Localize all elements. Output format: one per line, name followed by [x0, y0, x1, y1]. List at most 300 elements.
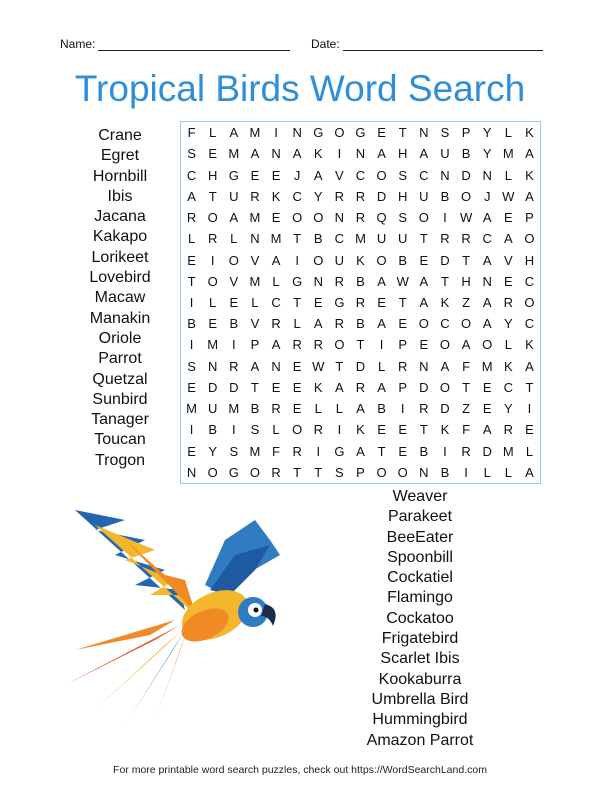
grid-letter[interactable]: O — [207, 273, 218, 289]
grid-letter[interactable]: R — [271, 316, 281, 332]
grid-letter[interactable]: C — [292, 188, 302, 204]
grid-letter[interactable]: A — [271, 252, 281, 268]
grid-letter[interactable]: U — [229, 188, 239, 204]
grid-letter[interactable]: R — [334, 316, 345, 332]
grid-letter[interactable]: D — [440, 401, 450, 417]
grid-letter[interactable]: L — [504, 337, 512, 353]
grid-letter[interactable]: U — [334, 252, 345, 268]
grid-letter[interactable]: N — [419, 464, 429, 480]
grid-letter[interactable]: T — [293, 294, 302, 310]
grid-letter[interactable]: A — [525, 188, 534, 204]
grid-letter[interactable]: K — [440, 422, 450, 438]
grid-letter[interactable]: B — [187, 316, 196, 332]
grid-letter[interactable]: K — [271, 188, 281, 204]
grid-letter[interactable]: H — [207, 167, 218, 183]
grid-letter[interactable]: C — [271, 294, 281, 310]
grid-letter[interactable]: E — [377, 125, 386, 141]
grid-letter[interactable]: I — [316, 443, 321, 459]
grid-letter[interactable]: R — [355, 188, 366, 204]
grid-letter[interactable]: A — [525, 358, 534, 374]
grid-letter[interactable]: J — [293, 167, 301, 183]
name-field[interactable] — [60, 37, 290, 51]
grid-letter[interactable]: T — [356, 337, 365, 353]
grid-letter[interactable]: O — [418, 316, 429, 332]
grid-letter[interactable]: M — [249, 273, 261, 289]
grid-letter[interactable]: C — [334, 231, 345, 247]
grid-letter[interactable]: U — [207, 401, 218, 417]
grid-letter[interactable]: G — [228, 167, 239, 183]
grid-letter[interactable]: F — [462, 422, 471, 438]
grid-letter[interactable]: A — [271, 337, 281, 353]
word-item: Frigatebird — [381, 630, 459, 648]
grid-letter[interactable]: M — [249, 210, 261, 226]
grid-letter[interactable]: S — [335, 464, 344, 480]
grid-letter[interactable]: A — [356, 443, 365, 459]
grid-letter[interactable]: E — [419, 337, 429, 353]
grid-letter[interactable]: R — [461, 231, 471, 247]
grid-letter[interactable]: E — [208, 146, 217, 162]
grid-letter[interactable]: V — [229, 273, 239, 289]
grid-letter[interactable]: I — [189, 294, 194, 310]
grid-letter[interactable]: I — [443, 210, 447, 226]
grid-letter[interactable]: L — [293, 316, 301, 332]
grid-letter[interactable]: S — [440, 125, 450, 141]
grid-letter[interactable]: G — [334, 294, 345, 310]
grid-letter[interactable]: N — [271, 358, 281, 374]
grid-letter[interactable]: M — [228, 146, 240, 162]
grid-letter[interactable]: A — [440, 358, 450, 374]
grid-letter[interactable]: D — [482, 443, 492, 459]
grid-letter[interactable]: D — [376, 188, 387, 204]
grid-letter[interactable]: A — [250, 358, 260, 374]
grid-letter[interactable]: H — [524, 252, 535, 268]
grid-letter[interactable]: A — [461, 337, 471, 353]
grid-letter[interactable]: L — [377, 358, 386, 374]
grid-letter[interactable]: S — [187, 358, 196, 374]
grid-letter[interactable]: H — [461, 273, 471, 289]
grid-letter[interactable]: E — [398, 443, 408, 459]
grid-letter[interactable]: U — [440, 146, 450, 162]
grid-letter[interactable]: R — [207, 231, 218, 247]
grid-letter[interactable]: A — [419, 273, 429, 289]
grid-letter[interactable]: L — [314, 401, 322, 417]
grid-letter[interactable]: W — [396, 273, 409, 289]
grid-letter[interactable]: I — [231, 337, 236, 353]
grid-letter[interactable]: O — [249, 464, 260, 480]
grid-letter[interactable]: J — [483, 188, 491, 204]
grid-letter[interactable]: G — [292, 273, 303, 289]
grid-letter[interactable]: E — [482, 379, 492, 395]
grid-letter[interactable]: P — [250, 337, 260, 353]
grid-letter[interactable]: G — [355, 125, 366, 141]
grid-letter[interactable]: V — [503, 252, 513, 268]
grid-letter[interactable]: I — [400, 401, 405, 417]
grid-letter[interactable]: A — [482, 294, 492, 310]
grid-letter[interactable]: N — [355, 146, 366, 162]
grid-letter[interactable]: M — [270, 231, 282, 247]
grid-letter[interactable]: N — [419, 125, 429, 141]
grid-letter[interactable]: N — [482, 273, 492, 289]
grid-letter[interactable]: B — [461, 146, 471, 162]
grid-letter[interactable]: E — [503, 273, 513, 289]
grid-letter[interactable]: T — [293, 231, 302, 247]
grid-letter[interactable]: N — [292, 125, 302, 141]
grid-letter[interactable]: A — [419, 294, 429, 310]
grid-letter[interactable]: O — [334, 125, 345, 141]
grid-letter[interactable]: A — [377, 316, 386, 332]
grid-letter[interactable]: T — [208, 188, 217, 204]
grid-letter[interactable]: N — [482, 167, 492, 183]
grid-letter[interactable]: Z — [462, 401, 471, 417]
grid-letter[interactable]: L — [335, 401, 343, 417]
grid-letter[interactable]: R — [334, 188, 345, 204]
grid-letter[interactable]: Y — [208, 443, 217, 459]
grid-letter[interactable]: E — [503, 210, 513, 226]
grid-letter[interactable]: B — [398, 252, 408, 268]
grid-letter[interactable]: B — [250, 401, 260, 417]
grid-letter[interactable]: O — [292, 210, 303, 226]
grid-letter[interactable]: M — [186, 401, 197, 417]
grid-letter[interactable]: A — [250, 146, 260, 162]
grid-letter[interactable]: T — [525, 379, 534, 395]
grid-letter[interactable]: K — [503, 358, 513, 374]
grid-letter[interactable]: N — [313, 273, 323, 289]
grid-letter[interactable]: K — [356, 252, 365, 268]
grid-letter[interactable]: E — [525, 422, 534, 438]
grid-letter[interactable]: A — [377, 273, 386, 289]
grid-letter[interactable]: I — [379, 337, 384, 353]
grid-letter[interactable]: K — [313, 379, 323, 395]
grid-letter[interactable]: A — [525, 146, 534, 162]
word-item: Flamingo — [387, 589, 453, 607]
grid-letter[interactable]: R — [355, 210, 366, 226]
grid-letter[interactable]: N — [186, 464, 197, 480]
grid-letter[interactable]: B — [440, 188, 450, 204]
grid-letter[interactable]: K — [525, 125, 534, 141]
grid-letter[interactable]: E — [313, 294, 323, 310]
grid-letter[interactable]: M — [502, 146, 514, 162]
grid-letter[interactable]: E — [187, 379, 196, 395]
grid-letter[interactable]: T — [377, 443, 386, 459]
grid-letter[interactable]: I — [527, 401, 532, 417]
grid-letter[interactable]: N — [250, 231, 260, 247]
grid-letter[interactable]: O — [439, 379, 451, 395]
grid-letter[interactable]: D — [419, 379, 429, 395]
grid-letter[interactable]: P — [398, 337, 408, 353]
grid-letter[interactable]: R — [250, 188, 260, 204]
grid-letter[interactable]: Y — [313, 188, 323, 204]
grid-letter[interactable]: M — [355, 231, 366, 247]
grid-letter[interactable]: G — [334, 443, 345, 459]
grid-letter[interactable]: A — [482, 422, 492, 438]
grid-letter[interactable]: E — [271, 210, 281, 226]
grid-letter[interactable]: O — [376, 464, 387, 480]
grid-letter[interactable]: E — [292, 401, 302, 417]
footer-text: For more printable word search puzzles, check out https://WordSearchLand.com — [113, 764, 487, 776]
grid-letter[interactable]: R — [186, 210, 197, 226]
grid-letter[interactable]: A — [356, 401, 365, 417]
grid-letter[interactable]: R — [271, 464, 281, 480]
grid-letter[interactable]: T — [293, 464, 302, 480]
date-field[interactable] — [311, 37, 543, 51]
grid-letter[interactable]: F — [272, 443, 280, 459]
grid-letter[interactable]: E — [398, 316, 408, 332]
grid-letter[interactable]: L — [209, 125, 217, 141]
grid-letter[interactable]: R — [292, 337, 302, 353]
grid-letter[interactable]: P — [356, 464, 365, 480]
grid-letter[interactable]: E — [377, 294, 386, 310]
grid-letter[interactable]: C — [503, 379, 513, 395]
word-item: Jacana — [94, 208, 146, 226]
grid-letter[interactable]: L — [504, 464, 512, 480]
grid-letter[interactable]: E — [250, 167, 260, 183]
grid-letter[interactable]: D — [207, 379, 218, 395]
grid-letter[interactable]: O — [461, 188, 472, 204]
grid-letter[interactable]: O — [418, 210, 429, 226]
grid-letter[interactable]: W — [459, 210, 473, 226]
grid-letter[interactable]: L — [504, 125, 512, 141]
grid-letter[interactable]: H — [398, 146, 408, 162]
grid-letter[interactable]: S — [398, 210, 408, 226]
grid-letter[interactable]: A — [419, 146, 429, 162]
grid-letter[interactable]: S — [187, 146, 196, 162]
grid-letter[interactable]: A — [482, 210, 492, 226]
grid-letter[interactable]: K — [440, 294, 450, 310]
grid-letter[interactable]: A — [313, 316, 323, 332]
grid-letter[interactable]: D — [355, 358, 366, 374]
grid-letter[interactable]: T — [419, 422, 428, 438]
grid-letter[interactable]: H — [398, 188, 408, 204]
grid-letter[interactable]: L — [251, 294, 259, 310]
grid-letter[interactable]: N — [207, 358, 218, 374]
grid-letter[interactable]: V — [250, 252, 260, 268]
grid-letter[interactable]: O — [482, 337, 493, 353]
grid-letter[interactable]: M — [228, 401, 240, 417]
grid-letter[interactable]: R — [461, 443, 471, 459]
grid-letter[interactable]: C — [440, 316, 450, 332]
grid-letter[interactable]: Y — [482, 146, 492, 162]
grid-letter[interactable]: I — [189, 337, 194, 353]
grid-letter[interactable]: I — [464, 464, 468, 480]
grid-letter[interactable]: L — [272, 273, 280, 289]
grid-letter[interactable]: N — [440, 167, 450, 183]
grid-letter[interactable]: I — [189, 422, 194, 438]
grid-letter[interactable]: D — [440, 252, 450, 268]
grid-letter[interactable]: O — [524, 231, 535, 247]
grid-letter[interactable]: O — [334, 337, 345, 353]
grid-letter[interactable]: M — [207, 337, 219, 353]
grid-letter[interactable]: E — [271, 167, 281, 183]
grid-letter[interactable]: E — [292, 358, 302, 374]
grid-letter[interactable]: F — [187, 125, 196, 141]
grid-letter[interactable]: A — [377, 146, 386, 162]
grid-letter[interactable]: R — [440, 231, 450, 247]
name-line[interactable] — [98, 38, 290, 51]
grid-letter[interactable]: B — [419, 443, 429, 459]
grid-letter[interactable]: O — [461, 316, 472, 332]
grid-letter[interactable]: M — [502, 443, 514, 459]
grid-letter[interactable]: C — [419, 167, 429, 183]
grid-letter[interactable]: E — [187, 252, 196, 268]
grid-letter[interactable]: E — [208, 316, 217, 332]
grid-letter[interactable]: R — [229, 358, 239, 374]
grid-letter[interactable]: O — [524, 294, 535, 310]
grid-letter[interactable]: B — [377, 401, 386, 417]
grid-letter[interactable]: C — [482, 231, 492, 247]
grid-letter[interactable]: S — [398, 167, 408, 183]
grid-letter[interactable]: N — [271, 146, 281, 162]
grid-letter[interactable]: U — [376, 231, 387, 247]
grid-letter[interactable]: A — [335, 379, 344, 395]
grid-letter[interactable]: S — [229, 443, 239, 459]
grid-letter[interactable]: Y — [503, 401, 513, 417]
grid-letter[interactable]: S — [250, 422, 260, 438]
grid-letter[interactable]: G — [228, 464, 239, 480]
grid-letter[interactable]: R — [313, 337, 323, 353]
grid-letter[interactable]: R — [355, 379, 366, 395]
grid-letter[interactable]: A — [187, 188, 196, 204]
grid-letter[interactable]: O — [397, 464, 408, 480]
grid-letter[interactable]: B — [356, 316, 365, 332]
grid-letter[interactable]: R — [419, 401, 429, 417]
grid-letter[interactable]: E — [419, 252, 429, 268]
grid-letter[interactable]: W — [312, 358, 325, 374]
grid-letter[interactable]: I — [337, 422, 342, 438]
grid-letter[interactable]: A — [229, 210, 239, 226]
grid-letter[interactable]: C — [524, 316, 535, 332]
grid-letter[interactable]: E — [229, 294, 239, 310]
grid-letter[interactable]: B — [313, 231, 323, 247]
grid-letter[interactable]: L — [272, 422, 280, 438]
grid-letter[interactable]: A — [482, 252, 492, 268]
grid-letter[interactable]: O — [207, 464, 218, 480]
date-line[interactable] — [343, 38, 543, 51]
grid-letter[interactable]: T — [250, 379, 259, 395]
grid-letter[interactable]: L — [187, 231, 196, 247]
grid-letter[interactable]: L — [230, 231, 238, 247]
grid-letter[interactable]: N — [334, 210, 345, 226]
grid-letter[interactable]: Z — [462, 294, 471, 310]
grid-letter[interactable]: O — [313, 252, 324, 268]
grid-letter[interactable]: N — [419, 358, 429, 374]
grid-letter[interactable]: L — [504, 167, 512, 183]
grid-letter[interactable]: U — [419, 188, 429, 204]
grid-letter[interactable]: O — [376, 252, 387, 268]
grid-letter[interactable]: F — [462, 358, 471, 374]
grid-letter[interactable]: T — [440, 273, 449, 289]
grid-letter[interactable]: A — [377, 379, 386, 395]
grid-letter[interactable]: E — [271, 379, 281, 395]
grid-letter[interactable]: L — [483, 464, 491, 480]
grid-letter[interactable]: C — [524, 273, 535, 289]
grid-letter[interactable]: B — [208, 422, 217, 438]
grid-letter[interactable]: K — [313, 146, 323, 162]
grid-letter[interactable]: W — [502, 188, 515, 204]
grid-letter[interactable]: R — [355, 294, 366, 310]
grid-letter[interactable]: I — [274, 125, 278, 141]
grid-letter[interactable]: B — [356, 273, 365, 289]
grid-letter[interactable]: O — [228, 252, 239, 268]
grid-letter[interactable]: R — [313, 422, 323, 438]
grid-letter[interactable]: K — [525, 167, 534, 183]
grid-letter[interactable]: A — [229, 125, 239, 141]
grid-letter[interactable]: R — [271, 401, 281, 417]
grid-letter[interactable]: O — [439, 337, 451, 353]
grid-letter[interactable]: K — [356, 422, 365, 438]
grid-letter[interactable]: E — [398, 422, 408, 438]
grid-letter[interactable]: M — [249, 125, 261, 141]
grid-letter[interactable]: O — [313, 210, 324, 226]
grid-letter[interactable]: P — [525, 210, 534, 226]
grid-letter[interactable]: I — [295, 252, 299, 268]
grid-letter[interactable]: P — [398, 379, 408, 395]
grid-letter[interactable]: T — [398, 294, 407, 310]
grid-letter[interactable]: T — [462, 379, 471, 395]
grid-letter[interactable]: D — [461, 167, 471, 183]
grid-letter[interactable]: B — [440, 464, 450, 480]
word-item: Parakeet — [387, 508, 453, 526]
grid-letter[interactable]: T — [335, 358, 344, 374]
grid-letter[interactable]: B — [229, 316, 239, 332]
grid-letter[interactable]: C — [186, 167, 197, 183]
grid-letter[interactable]: U — [398, 231, 408, 247]
grid-letter[interactable]: O — [292, 422, 303, 438]
grid-letter[interactable]: V — [250, 316, 260, 332]
grid-letter[interactable]: R — [503, 294, 513, 310]
grid-letter[interactable]: Y — [503, 316, 513, 332]
grid-letter[interactable]: G — [313, 125, 324, 141]
grid-letter[interactable]: V — [335, 167, 344, 183]
grid-letter[interactable]: O — [376, 167, 387, 183]
grid-letter[interactable]: Q — [376, 210, 387, 226]
grid-letter[interactable]: R — [503, 422, 513, 438]
grid-letter[interactable]: P — [461, 125, 471, 141]
grid-letter[interactable]: E — [187, 443, 196, 459]
grid-letter[interactable]: K — [525, 337, 534, 353]
grid-letter[interactable]: T — [187, 273, 196, 289]
name-label: Name: — [60, 37, 96, 51]
grid-letter[interactable]: E — [377, 422, 386, 438]
grid-letter[interactable]: C — [355, 167, 366, 183]
grid-letter[interactable]: A — [313, 167, 323, 183]
grid-letter[interactable]: I — [443, 443, 447, 459]
grid-letter[interactable]: L — [525, 443, 534, 459]
grid-letter[interactable]: I — [337, 146, 342, 162]
grid-letter[interactable]: T — [398, 125, 407, 141]
grid-letter[interactable]: O — [207, 210, 218, 226]
grid-letter[interactable]: A — [482, 316, 492, 332]
grid-letter[interactable]: A — [525, 464, 534, 480]
grid-letter[interactable]: R — [292, 443, 302, 459]
grid-letter[interactable]: E — [292, 379, 302, 395]
grid-letter[interactable]: E — [482, 401, 492, 417]
grid-letter[interactable]: T — [419, 231, 428, 247]
grid-letter[interactable]: D — [229, 379, 239, 395]
grid-letter[interactable]: A — [503, 231, 513, 247]
grid-letter[interactable]: I — [231, 422, 236, 438]
grid-letter[interactable]: M — [249, 443, 261, 459]
grid-letter[interactable]: A — [292, 146, 302, 162]
grid-letter[interactable]: I — [210, 252, 215, 268]
grid-letter[interactable]: R — [398, 358, 408, 374]
word-item: Trogon — [94, 451, 146, 469]
grid-letter[interactable]: T — [314, 464, 323, 480]
grid-letter[interactable]: L — [209, 294, 217, 310]
grid-letter[interactable]: R — [334, 273, 345, 289]
grid-letter[interactable]: T — [462, 252, 471, 268]
grid-letter[interactable]: M — [481, 358, 493, 374]
grid-letter[interactable]: Y — [482, 125, 492, 141]
